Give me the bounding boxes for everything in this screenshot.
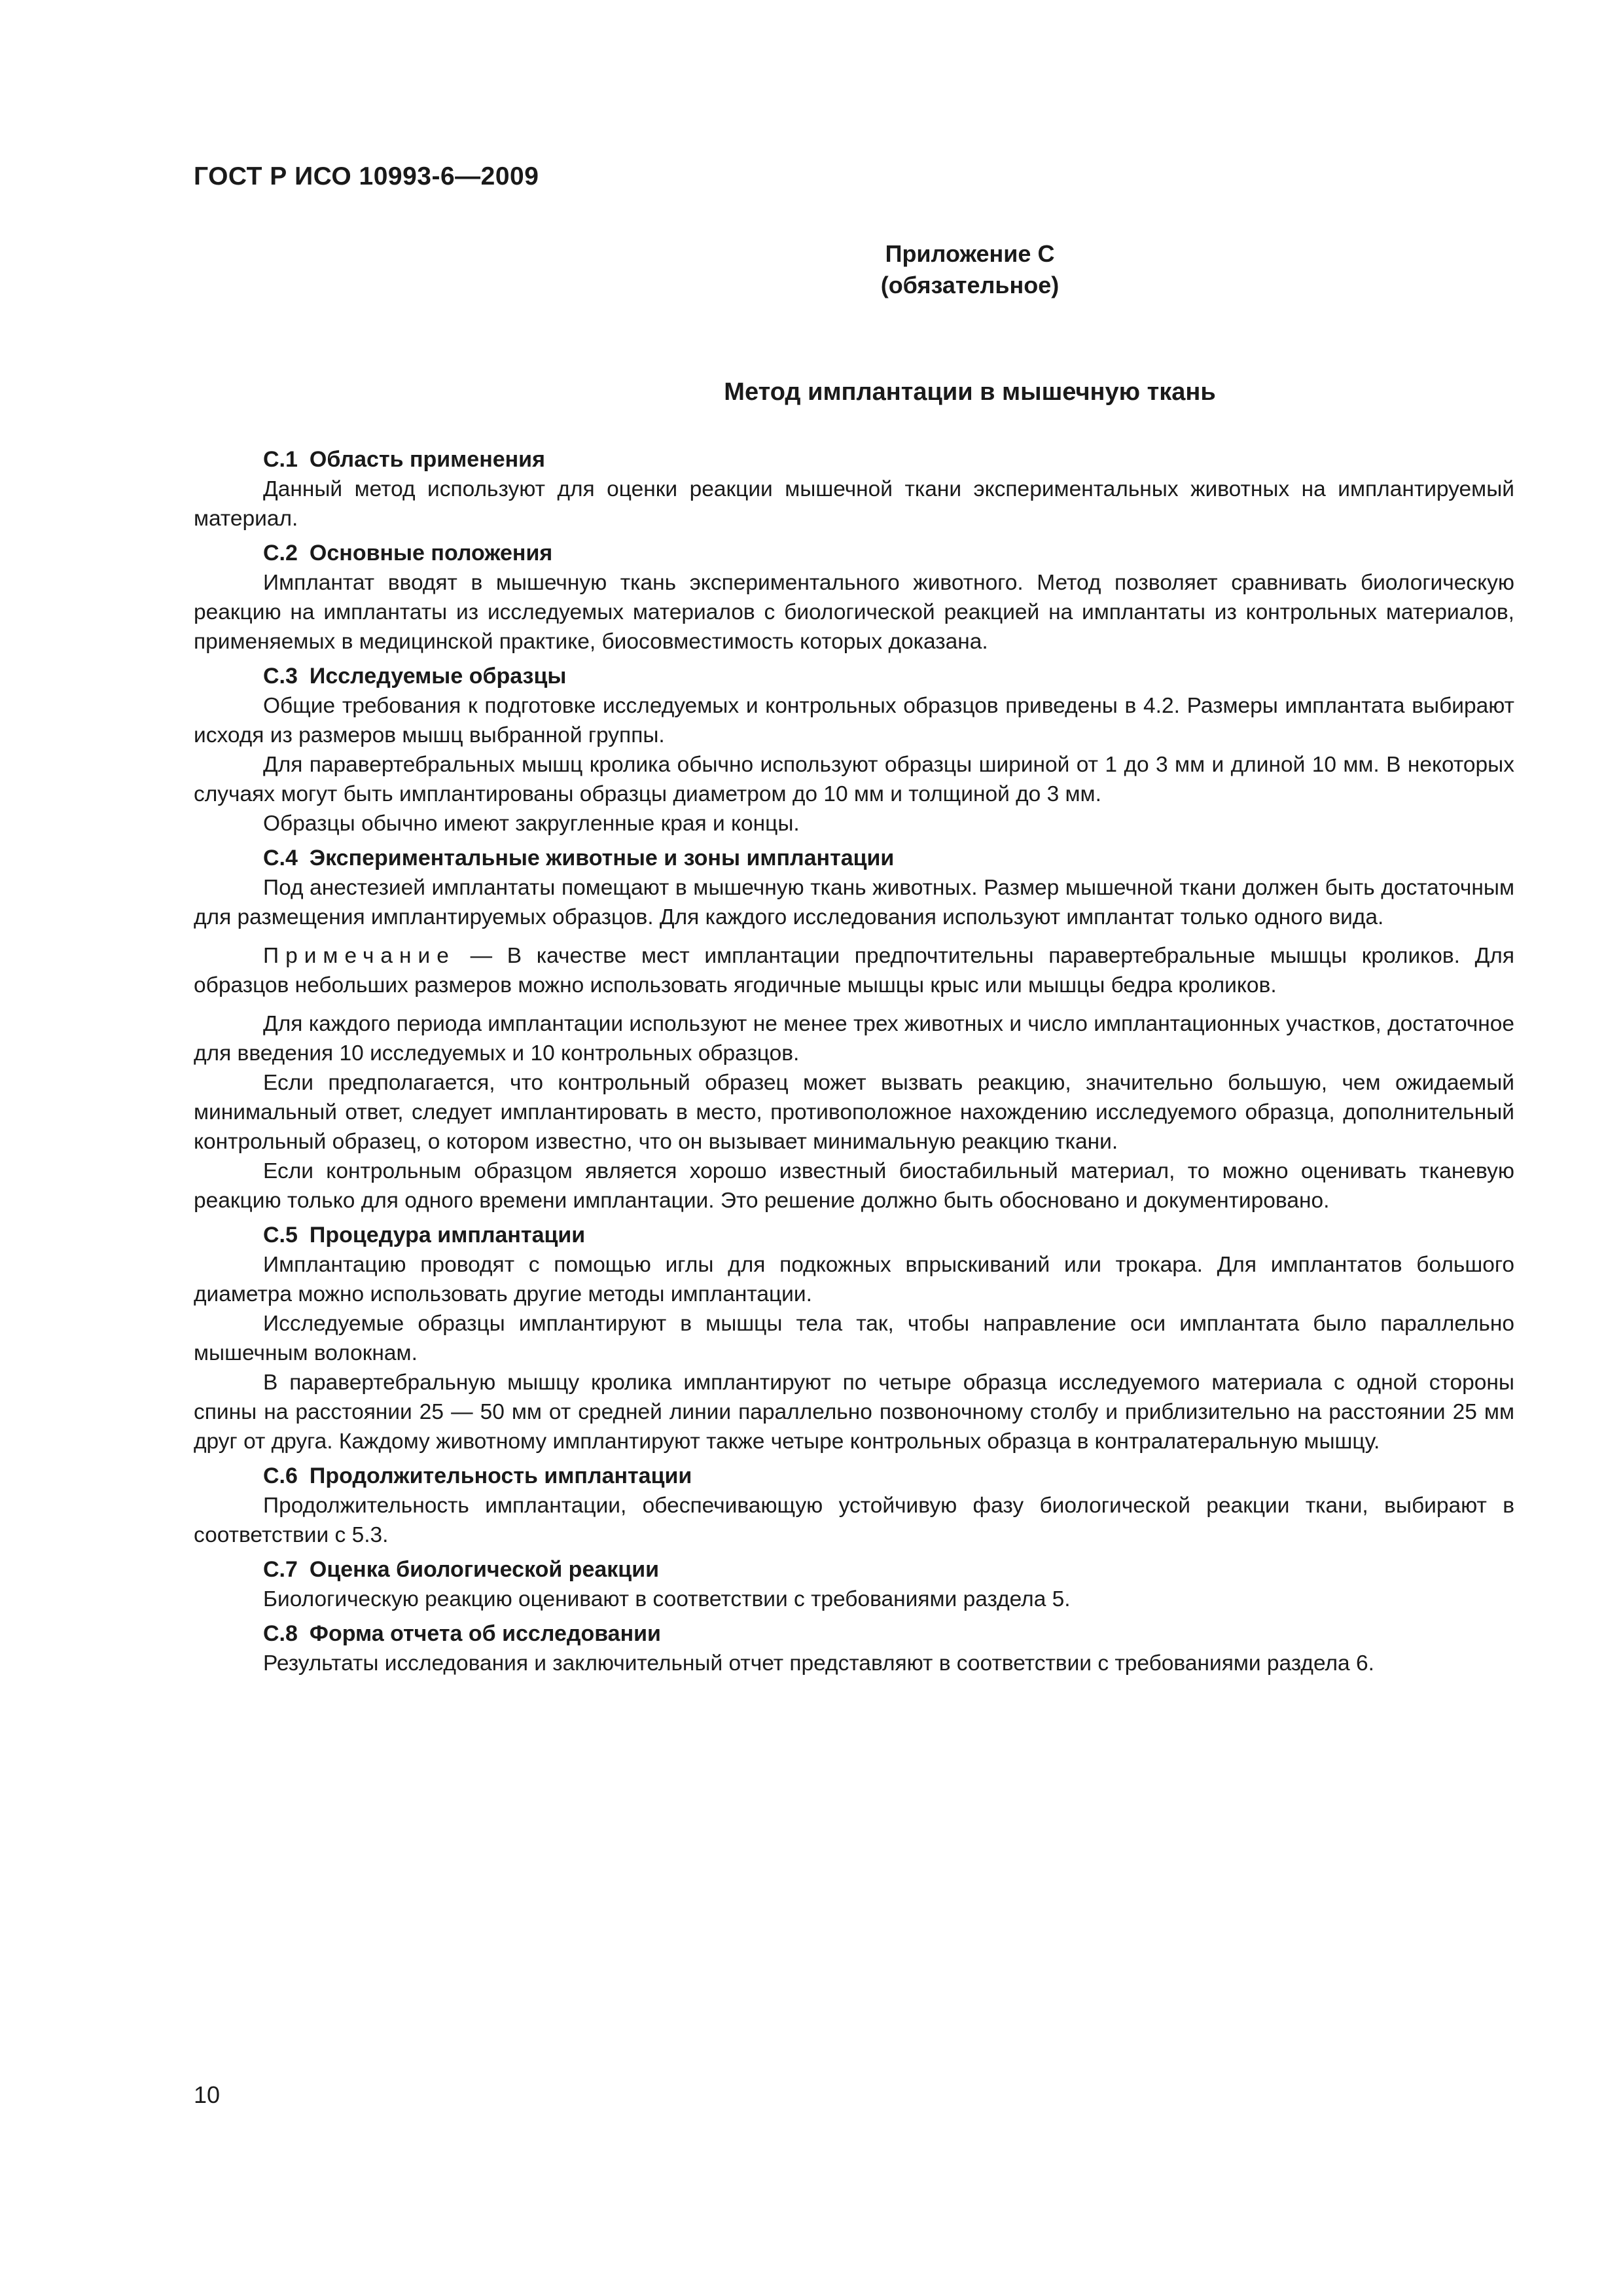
paragraph: Биологическую реакцию оценивают в соответствии с требованиями раздела 5. xyxy=(263,1587,1071,1611)
section-number: С.5 xyxy=(263,1223,298,1247)
document-header: ГОСТ Р ИСО 10993-6—2009 xyxy=(194,162,539,190)
section-number: С.8 xyxy=(263,1621,298,1646)
document-body xyxy=(194,445,1514,1678)
note-text: — В качестве мест имплантации предпочтительны паравертебральные мышцы кроликов. Для образцов небольших размеров можно использовать ягодичные мышцы крыс или мышцы бедра кроликов. xyxy=(194,944,1514,997)
section-title: Исследуемые образцы xyxy=(309,664,567,689)
paragraph: Образцы обычно имеют закругленные края и концы. xyxy=(263,812,800,836)
section-number: С.7 xyxy=(263,1557,298,1582)
paragraph: В паравертебральную мышцу кролика имплантируют по четыре образца исследуемого материала с одной стороны спины на расстоянии 25 — 50 мм от средней линии параллельно позвоночному столбу и приблизительно на расстоянии 25 мм друг от друга. Каждому животному имплантируют также четыре контрольных образца в контралатеральную мышцу. xyxy=(194,1371,1514,1454)
document-title: Метод имплантации в мышечную ткань xyxy=(724,378,1216,406)
note xyxy=(194,941,1514,1000)
section-number: С.6 xyxy=(263,1463,298,1488)
paragraph: Данный метод используют для оценки реакции мышечной ткани экспериментальных животных на имплантируемый материал. xyxy=(194,477,1514,531)
paragraph: Общие требования к подготовке исследуемых и контрольных образцов приведены в 4.2. Размеры имплантата выбирают исходя из размеров мышц выбранной группы. xyxy=(194,694,1514,747)
paragraph: Под анестезией имплантаты помещают в мышечную ткань животных. Размер мышечной ткани должен быть достаточным для размещения имплантируемых образцов. Для каждого исследования используют имплантат только одного вида. xyxy=(194,876,1514,929)
section-number: С.4 xyxy=(263,846,298,870)
section-title: Экспериментальные животные и зоны имплантации xyxy=(309,846,895,870)
document-title-block xyxy=(0,378,1623,406)
note-label: Примечание xyxy=(263,944,455,968)
paragraph: Имплантат вводят в мышечную ткань экспериментального животного. Метод позволяет сравнивать биологическую реакцию на имплантаты из исследуемых материалов с биологической реакцией на имплантаты из контрольных материалов, применяемых в медицинской практике, биосовместимость которых доказана. xyxy=(194,571,1514,654)
section-title: Оценка биологической реакции xyxy=(309,1557,659,1582)
paragraph: Если контрольным образцом является хорошо известный биостабильный материал, то можно оценивать тканевую реакцию только для одного времени имплантации. Это решение должно быть обосновано и документировано. xyxy=(194,1159,1514,1213)
annex-heading xyxy=(0,238,1623,301)
section-heading xyxy=(194,844,1514,873)
section-title: Область применения xyxy=(309,447,545,472)
annex-title: Приложение С xyxy=(885,240,1055,267)
section-title: Основные положения xyxy=(309,541,553,565)
section-heading xyxy=(194,1221,1514,1250)
section-heading xyxy=(194,662,1514,691)
paragraph: Результаты исследования и заключительный отчет представляют в соответствии с требованиями раздела 6. xyxy=(263,1651,1374,1676)
section-heading xyxy=(194,1462,1514,1491)
section-heading xyxy=(194,1619,1514,1649)
section-heading xyxy=(194,539,1514,568)
paragraph: Если предполагается, что контрольный образец может вызвать реакцию, значительно большую, чем ожидаемый минимальный ответ, следует имплантировать в место, противоположное нахождению исследуемого образца, дополнительный контрольный образец, о котором известно, что он вызывает минимальную реакцию ткани. xyxy=(194,1071,1514,1154)
paragraph: Имплантацию проводят с помощью иглы для подкожных впрыскиваний или трокара. Для имплантатов большого диаметра можно использовать другие методы имплантации. xyxy=(194,1253,1514,1306)
section-number: С.3 xyxy=(263,664,298,689)
section-heading xyxy=(194,1555,1514,1585)
section-title: Форма отчета об исследовании xyxy=(309,1621,661,1646)
section-number: С.2 xyxy=(263,541,298,565)
page-number: 10 xyxy=(194,2081,221,2108)
paragraph: Для паравертебральных мышц кролика обычно используют образцы шириной от 1 до 3 мм и длиной 10 мм. В некоторых случаях могут быть имплантированы образцы диаметром до 10 мм и толщиной до 3 мм. xyxy=(194,753,1514,806)
section-title: Процедура имплантации xyxy=(309,1223,586,1247)
section-heading xyxy=(194,445,1514,475)
paragraph: Исследуемые образцы имплантируют в мышцы тела так, чтобы направление оси имплантата было параллельно мышечным волокнам. xyxy=(194,1312,1514,1365)
section-title: Продолжительность имплантации xyxy=(309,1463,692,1488)
paragraph: Продолжительность имплантации, обеспечивающую устойчивую фазу биологической реакции ткани, выбирают в соответствии с 5.3. xyxy=(194,1494,1514,1547)
section-number: С.1 xyxy=(263,447,298,472)
paragraph: Для каждого периода имплантации используют не менее трех животных и число имплантационных участков, достаточное для введения 10 исследуемых и 10 контрольных образцов. xyxy=(194,1012,1514,1066)
annex-status: (обязательное) xyxy=(880,272,1060,298)
